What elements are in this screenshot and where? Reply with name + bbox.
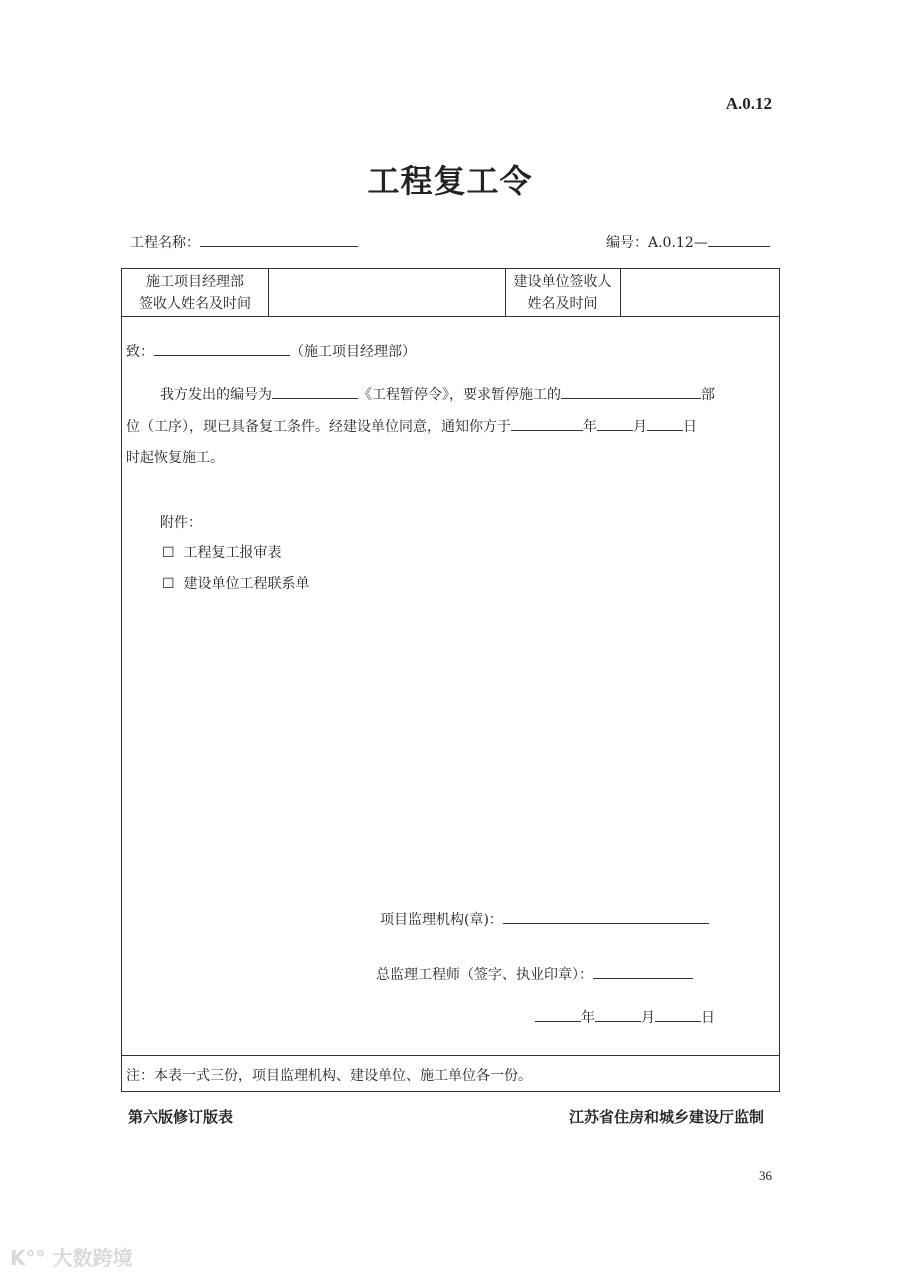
attachment-label: 工程复工报审表: [183, 545, 282, 561]
form-code: A.0.12: [725, 94, 772, 113]
day-blank: [655, 1007, 701, 1022]
checkbox-icon[interactable]: ☐: [162, 576, 175, 592]
year-blank: [535, 1007, 581, 1022]
chief-engineer-line: [376, 964, 693, 984]
paragraph-line-2: [126, 416, 697, 436]
month-blank: [597, 416, 633, 431]
label-line: 建设单位签收人: [513, 274, 612, 290]
text: 位（工序），现已具备复工条件。经建设单位同意，通知你方于: [126, 419, 511, 435]
text: 年: [581, 1010, 595, 1026]
watermark-logo: K°° 大数跨境: [10, 1246, 133, 1270]
month-blank: [595, 1007, 641, 1022]
divider: [620, 269, 621, 317]
attachment-label: 建设单位工程联系单: [183, 576, 310, 592]
page-number: 36: [759, 1168, 772, 1183]
label-line: 签收人姓名及时间: [139, 296, 251, 312]
page-title: 工程复工令: [367, 162, 533, 200]
text: 我方发出的编号为: [160, 387, 272, 403]
year-blank: [511, 416, 583, 431]
text: 日: [683, 419, 697, 435]
contractor-sign-label: [122, 271, 268, 315]
to-line: [126, 341, 416, 361]
supervision-org-line: [380, 909, 709, 929]
form-table: [121, 268, 780, 1092]
attachment-item[interactable]: [162, 573, 309, 593]
attachment-item[interactable]: [162, 542, 281, 562]
part-blank: [561, 384, 701, 399]
divider: [122, 1055, 779, 1056]
project-name-blank: [200, 232, 358, 247]
attachments-label: 附件：: [160, 515, 202, 531]
chief-engineer-blank: [593, 964, 693, 979]
paragraph-line-3: 时起恢复施工。: [126, 450, 224, 466]
label-line: 施工项目经理部: [146, 274, 244, 290]
to-label: 致：: [126, 344, 154, 360]
footer-right: 江苏省住房和城乡建设厅监制: [568, 1108, 764, 1126]
to-blank: [154, 341, 290, 356]
footer-left: 第六版修订版表: [128, 1108, 234, 1126]
number-label: 编号：A.0.12—: [606, 235, 708, 251]
text: 部: [701, 387, 715, 403]
text: 月: [641, 1010, 655, 1026]
label-line: 姓名及时间: [527, 296, 598, 312]
project-name-field: [130, 232, 358, 252]
checkbox-icon[interactable]: ☐: [162, 545, 175, 561]
watermark-text: 大数跨境: [52, 1246, 133, 1270]
supervision-org-blank: [503, 909, 709, 924]
text: 《工程暂停令》，要求暂停施工的: [358, 387, 561, 403]
text: 日: [701, 1010, 715, 1026]
divider: [122, 316, 779, 317]
text: 月: [633, 419, 647, 435]
note: 注：本表一式三份，项目监理机构、建设单位、施工单位各一份。: [126, 1068, 532, 1084]
sign-date-line: [535, 1007, 715, 1027]
paragraph-line-1: [160, 384, 715, 404]
divider: [268, 269, 269, 317]
number-field: [606, 232, 770, 252]
chief-engineer-label: 总监理工程师（签字、执业印章）：: [376, 967, 593, 983]
owner-sign-label: [505, 271, 620, 315]
supervision-org-label: 项目监理机构(章)：: [380, 912, 503, 928]
order-number-blank: [272, 384, 358, 399]
text: 年: [583, 419, 597, 435]
to-suffix: （施工项目经理部）: [290, 344, 416, 360]
day-blank: [647, 416, 683, 431]
project-name-label: 工程名称：: [130, 235, 200, 251]
number-blank: [708, 232, 770, 247]
